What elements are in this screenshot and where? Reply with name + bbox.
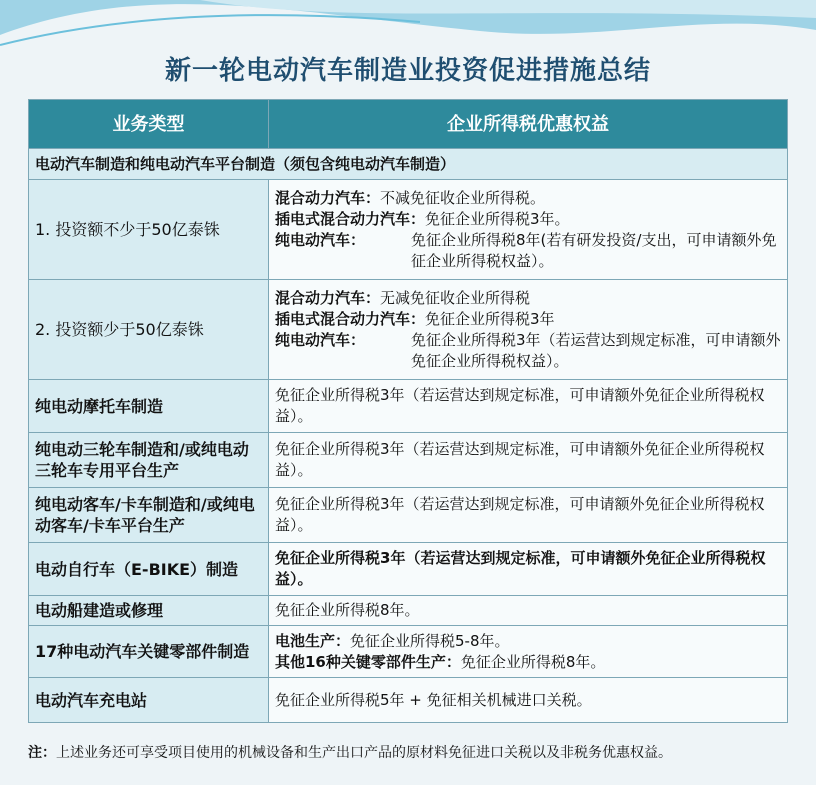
benefits-table bbox=[28, 99, 788, 723]
benefit-label: 插电式混合动力汽车： bbox=[275, 309, 426, 328]
section-title: 电动汽车制造和纯电动汽车平台制造（须包含纯电动汽车制造） bbox=[29, 149, 788, 180]
benefit-label: 其他16种关键零部件生产： bbox=[275, 652, 461, 671]
benefit-text: 免征企业所得税3年 bbox=[425, 309, 555, 328]
row-type: 电动自行车（E-BIKE）制造 bbox=[29, 543, 269, 596]
row-type: 纯电动三轮车制造和/或纯电动三轮车专用平台生产 bbox=[29, 433, 269, 488]
row-benefit bbox=[269, 180, 788, 280]
row-type: 纯电动摩托车制造 bbox=[29, 380, 269, 433]
footnote bbox=[28, 744, 788, 763]
benefit-label: 混合动力汽车： bbox=[275, 188, 381, 207]
row-benefit bbox=[269, 280, 788, 380]
row-benefit: 免征企业所得税3年（若运营达到规定标准，可申请额外免征企业所得税权益）。 bbox=[269, 543, 788, 596]
table-row bbox=[29, 280, 788, 380]
row-type: 17种电动汽车关键零部件制造 bbox=[29, 626, 269, 678]
benefit-text: 免征企业所得税8年(若有研发投资/支出，可申请额外免征企业所得税权益）。 bbox=[411, 230, 777, 270]
table-row bbox=[29, 626, 788, 678]
row-benefit bbox=[269, 626, 788, 678]
benefit-text: 不减免征收企业所得税。 bbox=[380, 188, 546, 207]
table-row bbox=[29, 488, 788, 543]
footnote-text: 上述业务还可享受项目使用的机械设备和生产出口产品的原材料免征进口关税以及非税务优惠权益。 bbox=[56, 745, 672, 761]
benefit-label: 插电式混合动力汽车： bbox=[275, 209, 426, 228]
row-benefit: 免征企业所得税3年（若运营达到规定标准，可申请额外免征企业所得税权益）。 bbox=[269, 488, 788, 543]
row-type: 电动汽车充电站 bbox=[29, 678, 269, 723]
row-benefit: 免征企业所得税5年 + 免征相关机械进口关税。 bbox=[269, 678, 788, 723]
header-tax-benefit: 企业所得税优惠权益 bbox=[269, 100, 788, 149]
row-benefit: 免征企业所得税3年（若运营达到规定标准，可申请额外免征企业所得税权益）。 bbox=[269, 433, 788, 488]
table-row bbox=[29, 180, 788, 280]
row-type: 电动船建造或修理 bbox=[29, 596, 269, 626]
benefit-label: 电池生产： bbox=[275, 631, 351, 650]
benefit-text: 免征企业所得税5-8年。 bbox=[350, 631, 510, 650]
table-row bbox=[29, 433, 788, 488]
footnote-label: 注： bbox=[28, 745, 56, 761]
benefit-label: 纯电动汽车： bbox=[275, 230, 366, 249]
benefit-label: 纯电动汽车： bbox=[275, 330, 366, 349]
table-header-row bbox=[29, 100, 788, 149]
row-benefit: 免征企业所得税8年。 bbox=[269, 596, 788, 626]
row-type: 1. 投资额不少于50亿泰铢 bbox=[29, 180, 269, 280]
table-row bbox=[29, 596, 788, 626]
benefit-label: 混合动力汽车： bbox=[275, 288, 381, 307]
table-row bbox=[29, 380, 788, 433]
header-business-type: 业务类型 bbox=[29, 100, 269, 149]
benefit-text: 免征企业所得税3年（若运营达到规定标准，可申请额外免征企业所得税权益）。 bbox=[411, 330, 781, 370]
table-row bbox=[29, 678, 788, 723]
section-row bbox=[29, 149, 788, 180]
benefit-text: 免征企业所得税8年。 bbox=[460, 652, 606, 671]
table-row bbox=[29, 543, 788, 596]
benefit-text: 无减免征收企业所得税 bbox=[380, 288, 531, 307]
benefit-text: 免征企业所得税3年。 bbox=[425, 209, 570, 228]
page-title: 新一轮电动汽车制造业投资促进措施总结 bbox=[164, 56, 651, 86]
row-benefit: 免征企业所得税3年（若运营达到规定标准，可申请额外免征企业所得税权益）。 bbox=[269, 380, 788, 433]
row-type: 纯电动客车/卡车制造和/或纯电动客车/卡车平台生产 bbox=[29, 488, 269, 543]
row-type: 2. 投资额少于50亿泰铢 bbox=[29, 280, 269, 380]
